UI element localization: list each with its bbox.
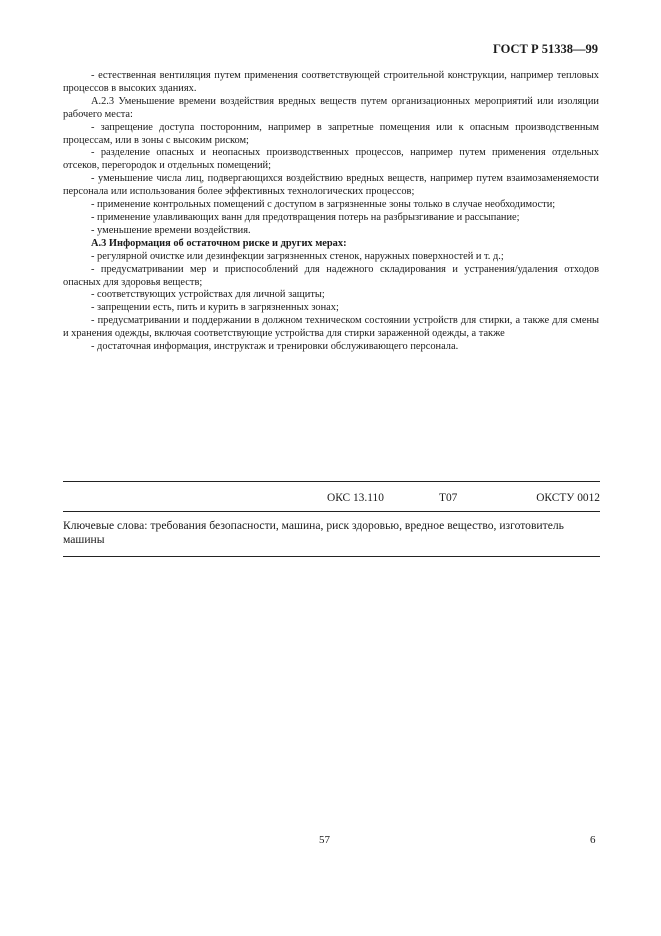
paragraph: - достаточная информация, инструктаж и тренировки обслуживающего персонала. <box>91 341 459 353</box>
paragraph: - уменьшение числа лиц, подвергающихся воздействию вредных веществ, например путем взаимозаменяемости персонала или использования более эффективных технологических процессов; <box>63 173 599 198</box>
document-body <box>63 70 599 354</box>
bottom-divider <box>63 556 600 557</box>
paragraph: - разделение опасных и неопасных производственных процессов, например путем применения отдельных отсеков, перегородок и отдельных помещений; <box>63 147 599 172</box>
keywords: Ключевые слова: требования безопасности, машина, риск здоровью, вредное вещество, изготовитель машины <box>63 519 564 546</box>
middle-divider <box>63 511 600 512</box>
paragraph: - предусматривании мер и приспособлений для надежного складирования и устранения/удаления отходов опасных для здоровья веществ; <box>63 263 599 288</box>
paragraph: - регулярной очистке или дезинфекции загрязненных стенок, наружных поверхностей и т. д.; <box>91 250 504 262</box>
top-divider <box>63 481 600 482</box>
oks-code: ОКС 13.110 <box>327 492 384 504</box>
paragraph: - предусматривании и поддержании в должном техническом состоянии устройств для стирки, а также для смены и хранения одежды, включая соответствующие устройства для стирки зараженной одежды, а также <box>63 315 599 340</box>
paragraph: - уменьшение времени воздействия. <box>91 224 251 236</box>
paragraph: - применение контрольных помещений с доступом в загрязненные зоны только в случае необходимости; <box>91 199 556 211</box>
section-heading: А.3 Информация об остаточном риске и других мерах: <box>91 237 347 249</box>
issue-number: 6 <box>590 834 596 846</box>
paragraph: А.2.3 Уменьшение времени воздействия вредных веществ путем организационных мероприятий или изоляции рабочего места: <box>63 95 599 120</box>
paragraph: - соответствующих устройствах для личной защиты; <box>91 289 325 301</box>
group-code: Т07 <box>439 492 458 504</box>
paragraph: - применение улавливающих ванн для предотвращения потерь на разбрызгивание и рассыпание; <box>91 211 520 223</box>
page-number: 57 <box>319 834 330 846</box>
paragraph: - запрещении есть, пить и курить в загрязненных зонах; <box>91 302 339 314</box>
paragraph: - запрещение доступа посторонним, например в запретные помещения или к опасным производственным процессам, или в зоны с высоким риском; <box>63 121 599 146</box>
okstu-code: ОКСТУ 0012 <box>536 492 600 504</box>
document-header: ГОСТ Р 51338—99 <box>492 42 598 56</box>
paragraph: - естественная вентиляция путем применения соответствующей строительной конструкции, например тепловых процессов в высоких зданиях. <box>63 70 599 94</box>
